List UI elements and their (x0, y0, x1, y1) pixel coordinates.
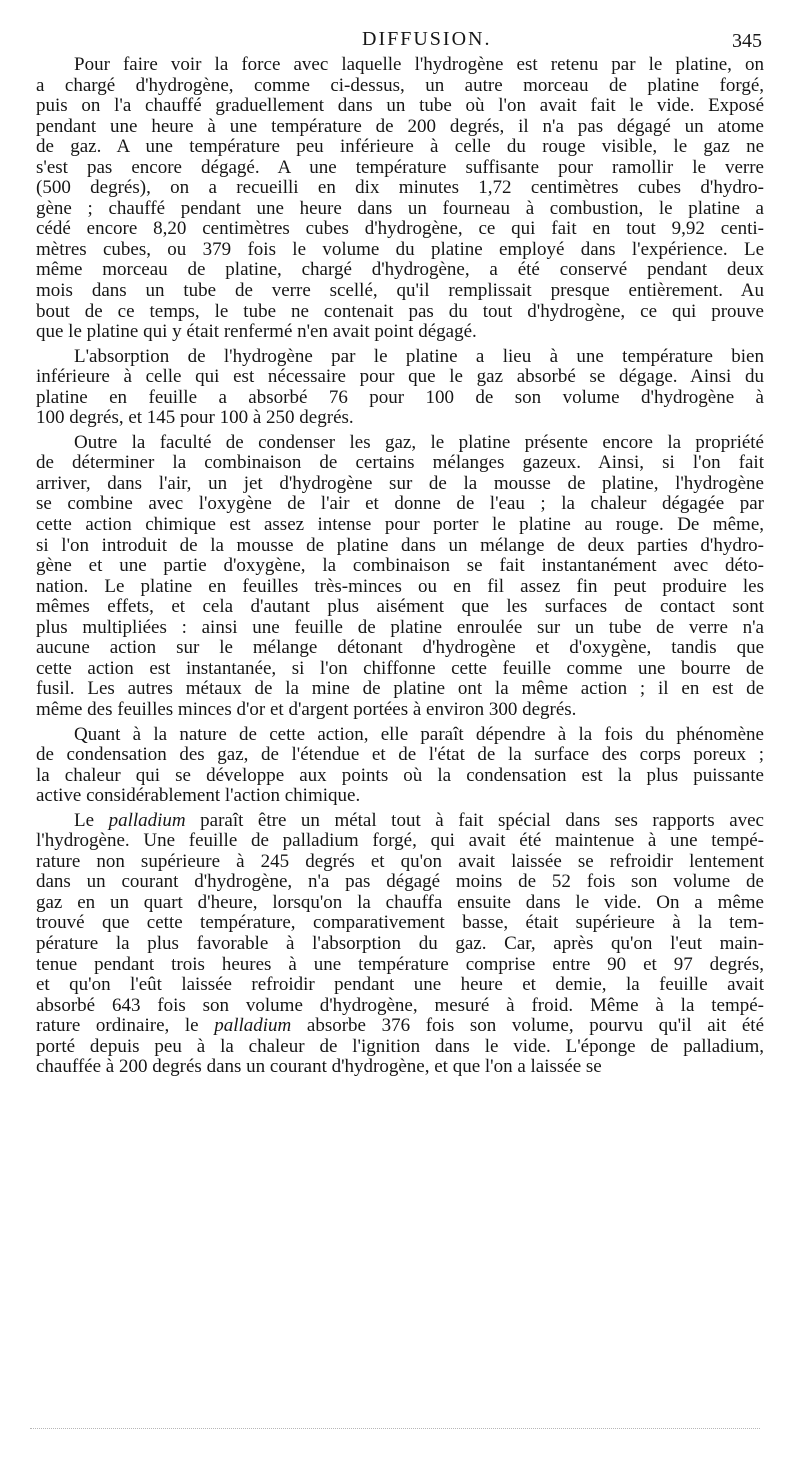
text-line: Pour faire voir la force avec laquelle l'hydrogène est retenu par le platine, on (74, 54, 764, 75)
text-line: et qu'on l'eût laissée refroidir pendant une heure et demie, la feuille avait (36, 974, 764, 996)
text-line: Le palladium paraît être un métal tout à fait spécial dans ses rapports avec (74, 809, 764, 831)
text-line: puis on l'a chauffé graduellement dans un tube où l'on avait fait le vide. Exposé (36, 95, 764, 117)
text-line: gène et une partie d'oxygène, la combinaison se fait instantanément avec déto- (36, 555, 764, 577)
text-line: mêmes effets, et cela d'autant plus aisément que les surfaces de contact sont (36, 596, 764, 618)
paragraph (36, 55, 764, 343)
paragraph (36, 811, 764, 1078)
text-line: même des feuilles minces d'or et d'argent portées à environ 300 degrés. (36, 698, 577, 720)
text-line: plus multipliées : ainsi une feuille de platine enroulée sur un tube de verre n'a (36, 616, 764, 638)
text-line: mètres cubes, ou 379 fois le volume du platine employé dans l'expérience. Le (36, 238, 764, 260)
text-line: de déterminer la combinaison de certains mélanges gazeux. Ainsi, si l'on fait (36, 452, 764, 474)
body-text (36, 55, 764, 1078)
text-line: l'hydrogène. Une feuille de palladium forgé, qui avait été maintenue à une tempé- (36, 830, 764, 852)
page-number: 345 (732, 30, 762, 52)
text-line: bout de ce temps, le tube ne contenait pas du tout d'hydrogène, ce qui prouve (36, 300, 764, 322)
text-line: trouvé que cette température, comparativement basse, était supérieure à la tem- (36, 912, 764, 934)
text-line: s'est pas encore dégagé. A une température suffisante pour ramollir le verre (36, 156, 764, 178)
text-line: 100 degrés, et 145 pour 100 à 250 degrés. (36, 407, 354, 429)
text-line: a chargé d'hydrogène, comme ci-dessus, un autre morceau de platine forgé, (36, 74, 764, 96)
text-line: se combine avec l'oxygène de l'air et donne de l'eau ; la chaleur dégagée par (36, 493, 764, 515)
text-line: même morceau de platine, chargé d'hydrogène, a été conservé pendant deux (36, 259, 764, 281)
text-line: aucune action sur le mélange détonant d'hydrogène et d'oxygène, tandis que (36, 637, 764, 659)
text-line: pérature la plus favorable à l'absorption du gaz. Car, après qu'on l'eut main- (36, 932, 764, 954)
text-line: mois dans un tube de verre scellé, qu'il remplissait presque entièrement. Au (36, 280, 764, 302)
text-line: gène ; chauffé pendant une heure dans un fourneau à combustion, le platine a (36, 197, 764, 219)
text-line: de gaz. A une température peu inférieure à celle du rouge visible, le gaz ne (36, 136, 764, 158)
text-line: de condensation des gaz, de l'étendue et de l'état de la surface des corps poreux ; (36, 744, 764, 766)
text-line: absorbé 643 fois son volume d'hydrogène, mesuré à froid. Même à la tempé- (36, 994, 764, 1016)
text-line: rature non supérieure à 245 degrés et qu'on avait laissée se refroidir lentement (36, 850, 764, 872)
text-line: gaz en un quart d'heure, lorsqu'on la chauffa ensuite dans le vide. On a même (36, 891, 764, 913)
text-line: inférieure à celle qui est nécessaire pour que le gaz absorbé se dégage. Ainsi du (36, 366, 764, 388)
text-line: arriver, dans l'air, un jet d'hydrogène sur de la mousse de platine, l'hydrogène (36, 472, 764, 494)
text-line: active considérablement l'action chimique. (36, 785, 361, 807)
text-line: cette action chimique est assez intense pour porter le platine au rouge. De même, (36, 514, 764, 536)
running-title: DIFFUSION. (362, 28, 492, 50)
text-line: cédé encore 8,20 centimètres cubes d'hydrogène, ce qui fait en tout 9,92 centi- (36, 218, 764, 240)
text-line: L'absorption de l'hydrogène par le platine a lieu à une température bien (74, 345, 764, 367)
text-line: chauffée à 200 degrés dans un courant d'hydrogène, et que l'on a laissée se (36, 1056, 602, 1078)
text-line: la chaleur qui se développe aux points où la condensation est la plus puissante (36, 764, 764, 786)
text-line: tenue pendant trois heures à une température comprise entre 90 et 97 degrés, (36, 953, 764, 975)
text-line: Quant à la nature de cette action, elle paraît dépendre à la fois du phénomène (74, 723, 764, 745)
paragraph (36, 347, 764, 429)
paragraph (36, 725, 764, 807)
text-line: fusil. Les autres métaux de la mine de platine ont la même action ; il en est de (36, 678, 764, 700)
text-line: si l'on introduit de la mousse de platine dans un mélange de deux parties d'hydro- (36, 534, 764, 556)
text-line: dans un courant d'hydrogène, n'a pas dégagé moins de 52 fois son volume de (36, 871, 764, 893)
text-line: nation. Le platine en feuilles très-minces ou en fil assez fin peut produire les (36, 575, 764, 597)
text-line: platine en feuille a absorbé 76 pour 100 de son volume d'hydrogène à (36, 386, 764, 408)
text-line: pendant une heure à une température de 200 degrés, il n'a pas dégagé un atome (36, 115, 764, 137)
text-line: cette action est instantanée, si l'on chiffonne cette feuille comme une bourre de (36, 657, 764, 679)
paragraph (36, 433, 764, 721)
text-line: porté depuis peu à la chaleur de l'ignition dans le vide. L'éponge de palladium, (36, 1035, 764, 1057)
text-line: Outre la faculté de condenser les gaz, le platine présente encore la propriété (74, 431, 764, 453)
text-line: que le platine qui y était renfermé n'en avait point dégagé. (36, 321, 477, 343)
text-line: rature ordinaire, le palladium absorbe 376 fois son volume, pourvu qu'il ait été (36, 1015, 764, 1037)
text-line: (500 degrés), on a recueilli en dix minutes 1,72 centimètres cubes d'hydro- (36, 177, 764, 199)
footer-dotted-rule (30, 1428, 760, 1429)
